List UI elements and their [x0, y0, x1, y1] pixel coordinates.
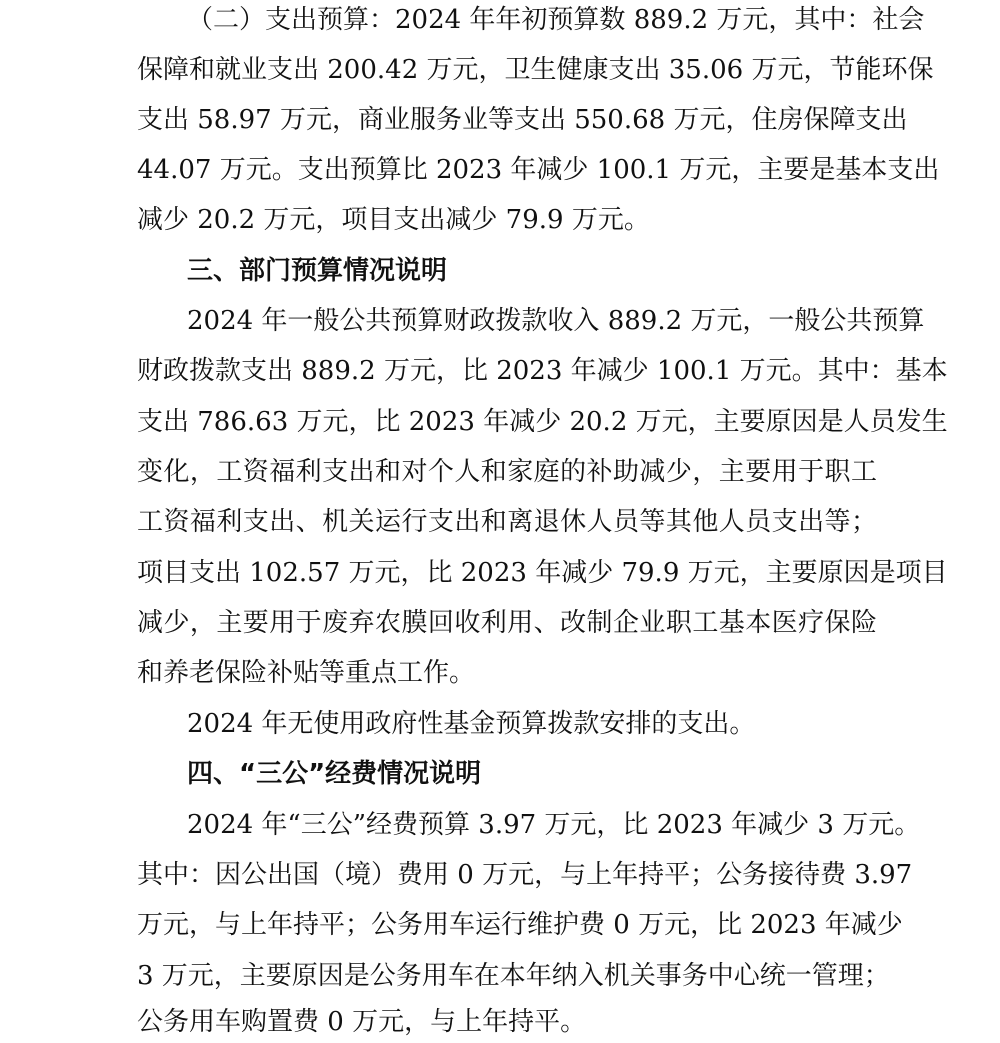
section-heading-three-public-expenses: 四、“三公”经费情况说明 — [187, 759, 482, 789]
paragraph-department-line-7: 减少，主要用于废弃农膜回收利用、改制企业职工基本医疗保险 — [137, 608, 877, 638]
paragraph-department-line-6: 项目支出 102.57 万元，比 2023 年减少 79.9 万元，主要原因是项目 — [137, 558, 948, 588]
paragraph-three-public-line-1: 2024 年“三公”经费预算 3.97 万元，比 2023 年减少 3 万元。 — [187, 810, 921, 840]
paragraph-department-line-1: 2024 年一般公共预算财政拨款收入 889.2 万元，一般公共预算 — [187, 306, 925, 336]
paragraph-three-public-line-4: 3 万元，主要原因是公务用车在本年纳入机关事务中心统一管理； — [137, 961, 890, 991]
paragraph-three-public-line-5: 公务用车购置费 0 万元，与上年持平。 — [137, 1007, 587, 1037]
paragraph-department-line-4: 变化，工资福利支出和对个人和家庭的补助减少，主要用于职工 — [137, 457, 877, 487]
paragraph-three-public-line-2: 其中：因公出国（境）费用 0 万元，与上年持平；公务接待费 3.97 — [137, 860, 913, 890]
paragraph-three-public-line-3: 万元，与上年持平；公务用车运行维护费 0 万元，比 2023 年减少 — [137, 910, 903, 940]
paragraph-expenditure-line-2: 保障和就业支出 200.42 万元，卫生健康支出 35.06 万元，节能环保 — [137, 55, 934, 85]
paragraph-department-line-8: 和养老保险补贴等重点工作。 — [137, 658, 476, 688]
paragraph-expenditure-line-4: 44.07 万元。支出预算比 2023 年减少 100.1 万元，主要是基本支出 — [137, 155, 940, 185]
paragraph-department-line-3: 支出 786.63 万元，比 2023 年减少 20.2 万元，主要原因是人员发生 — [137, 407, 948, 437]
paragraph-department-line-2: 财政拨款支出 889.2 万元，比 2023 年减少 100.1 万元。其中：基本 — [137, 356, 948, 386]
paragraph-expenditure-line-1: （二）支出预算：2024 年年初预算数 889.2 万元，其中：社会 — [187, 5, 925, 35]
section-heading-department-budget: 三、部门预算情况说明 — [187, 256, 448, 286]
paragraph-government-fund: 2024 年无使用政府性基金预算拨款安排的支出。 — [187, 709, 756, 739]
paragraph-department-line-5: 工资福利支出、机关运行支出和离退休人员等其他人员支出等； — [137, 507, 877, 537]
paragraph-expenditure-line-3: 支出 58.97 万元，商业服务业等支出 550.68 万元，住房保障支出 — [137, 105, 908, 135]
paragraph-expenditure-line-5: 减少 20.2 万元，项目支出减少 79.9 万元。 — [137, 205, 650, 235]
